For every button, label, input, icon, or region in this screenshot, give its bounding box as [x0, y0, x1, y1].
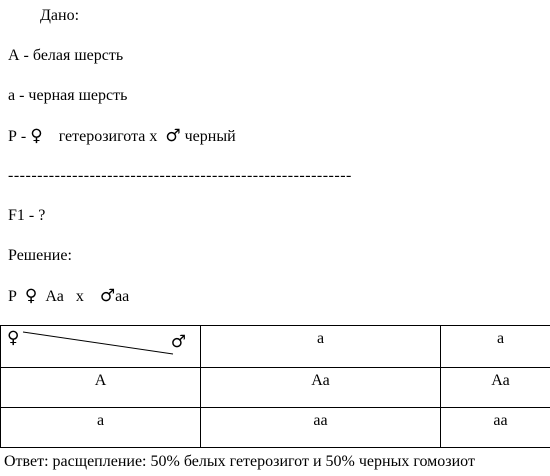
- allele-dominant: А - белая шерсть: [8, 47, 124, 64]
- female-symbol-icon: ♀: [30, 126, 43, 146]
- solution-label: Решение:: [8, 247, 72, 264]
- female-symbol-icon: ♀: [24, 286, 38, 306]
- female-symbol-icon: ♀: [7, 328, 20, 348]
- allele-recessive: а - черная шерсть: [8, 87, 128, 104]
- punnett-corner-cell: [1, 326, 201, 368]
- punnett-header-row: [1, 326, 550, 368]
- male-symbol-icon: ♂: [165, 126, 181, 146]
- parents-line: [8, 126, 236, 147]
- offspring-cell: Аа: [441, 368, 550, 408]
- given-label: Дано:: [40, 7, 80, 24]
- female-description: гетерозигота х: [58, 128, 158, 145]
- offspring-cell: аа: [201, 408, 441, 448]
- female-gamete-cell: А: [1, 368, 201, 408]
- male-description: черный: [184, 128, 236, 145]
- offspring-cell: Аа: [201, 368, 441, 408]
- punnett-square: [0, 325, 550, 448]
- male-genotype: аа: [115, 288, 130, 305]
- punnett-row: [1, 368, 550, 408]
- female-genotype: Аа: [45, 288, 64, 305]
- cross-line: [8, 286, 129, 307]
- male-gamete-cell: а: [441, 326, 550, 368]
- cross-sign: х: [75, 288, 84, 305]
- divider-line: -----------------------------------------------------------: [8, 167, 352, 184]
- offspring-cell: аа: [441, 408, 550, 448]
- f1-question: F1 - ?: [8, 207, 46, 224]
- female-gamete-cell: а: [1, 408, 201, 448]
- punnett-row: [1, 408, 550, 448]
- parents-prefix: Р -: [8, 128, 27, 145]
- male-gamete-cell: а: [201, 326, 441, 368]
- male-symbol-icon: ♂: [99, 286, 116, 306]
- male-symbol-icon: ♂: [170, 332, 186, 352]
- cross-prefix: Р: [8, 288, 17, 305]
- answer-text: Ответ: расщепление: 50% белых гетерозигот и 50% черных гомозиот: [4, 453, 475, 470]
